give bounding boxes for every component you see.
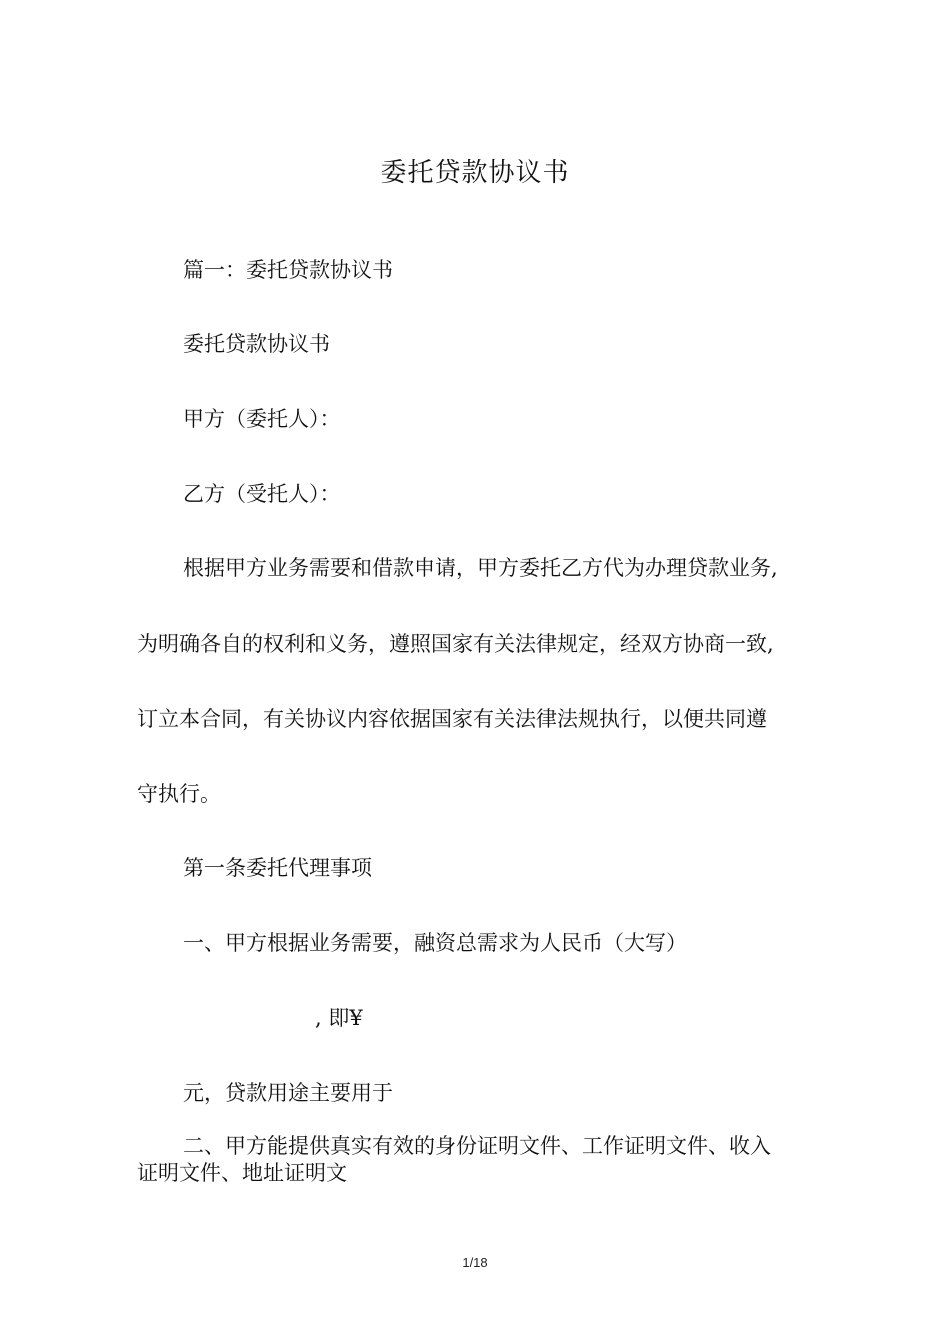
section-heading: 篇一：委托贷款协议书 <box>183 258 393 282</box>
paragraph-line: 订立本合同，有关协议内容依据国家有关法律法规执行，以便共同遵 <box>137 707 767 731</box>
paragraph-line: 根据甲方业务需要和借款申请，甲方委托乙方代为办理贷款业务, <box>183 556 778 580</box>
paragraph-line: 守执行。 <box>137 782 221 806</box>
clause-line: 证明文件、地址证明文 <box>137 1161 347 1185</box>
clause-line: 一、甲方根据业务需要，融资总需求为人民币（大写） <box>183 931 687 955</box>
document-title: 委托贷款协议书 <box>380 158 570 188</box>
subtitle: 委托贷款协议书 <box>183 332 330 356</box>
clause-line: 元，贷款用途主要用于 <box>183 1081 393 1105</box>
page-number: 1/18 <box>462 1255 488 1270</box>
clause-line: 二、甲方能提供真实有效的身份证明文件、工作证明文件、收入 <box>183 1134 771 1158</box>
paragraph-line: 为明确各自的权利和义务，遵照国家有关法律规定，经双方协商一致, <box>137 632 774 656</box>
article-heading: 第一条委托代理事项 <box>183 856 372 880</box>
amount-line: , 即¥ <box>315 1006 363 1030</box>
party-b-label: 乙方（受托人）： <box>183 482 341 506</box>
party-a-label: 甲方（委托人）： <box>183 407 341 431</box>
